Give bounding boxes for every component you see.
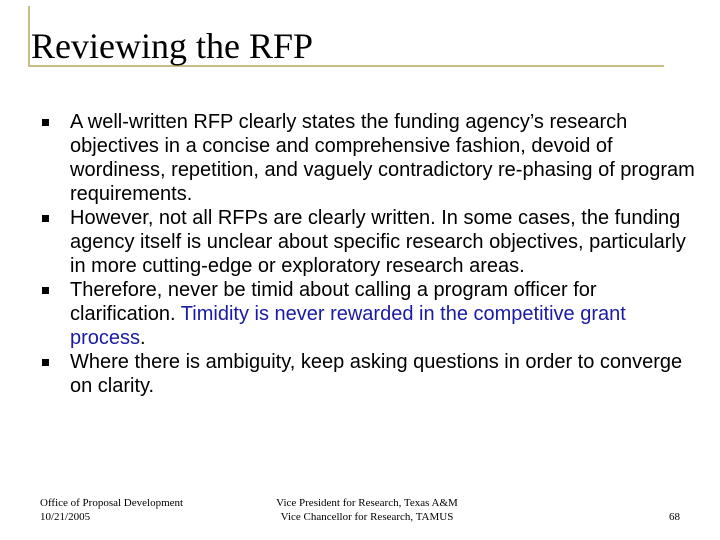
highlighted-text: Timidity is never rewarded in the competitive grant process — [70, 303, 626, 349]
bullet-item — [40, 350, 702, 398]
bullet-list — [40, 110, 702, 398]
slide-title: Reviewing the RFP — [31, 26, 314, 66]
title-area — [28, 6, 668, 70]
title-accent-vertical-line — [28, 6, 30, 66]
footer-vp: Vice President for Research, Texas A&M — [276, 497, 458, 509]
square-bullet-icon — [42, 119, 49, 126]
square-bullet-icon — [42, 287, 49, 294]
footer-left — [40, 496, 183, 524]
bullet-item — [40, 278, 702, 350]
footer-center — [262, 496, 472, 524]
bullet-text: However, not all RFPs are clearly written. In some cases, the funding agency itself is unclear about specific research objectives, particularly in more cutting-edge or exploratory research areas. — [70, 207, 686, 277]
bullet-text: Therefore, never be timid about calling a program officer for clarification. — [70, 279, 597, 325]
bullet-item — [40, 206, 702, 278]
bullet-text: A well-written RFP clearly states the funding agency’s research objectives in a concise and comprehensive fashion, devoid of wordiness, repetition, and vaguely contradictory re-phasing of program requirements. — [70, 111, 695, 205]
bullet-text: Where there is ambiguity, keep asking questions in order to converge on clarity. — [70, 351, 683, 397]
square-bullet-icon — [42, 359, 49, 366]
footer-vc: Vice Chancellor for Research, TAMUS — [280, 511, 454, 523]
page-number: 68 — [669, 511, 680, 523]
bullet-text-end: . — [140, 327, 146, 349]
footer-date: 10/21/2005 — [40, 511, 91, 523]
footer-office: Office of Proposal Development — [40, 497, 184, 509]
bullet-item — [40, 110, 702, 206]
square-bullet-icon — [42, 215, 49, 222]
